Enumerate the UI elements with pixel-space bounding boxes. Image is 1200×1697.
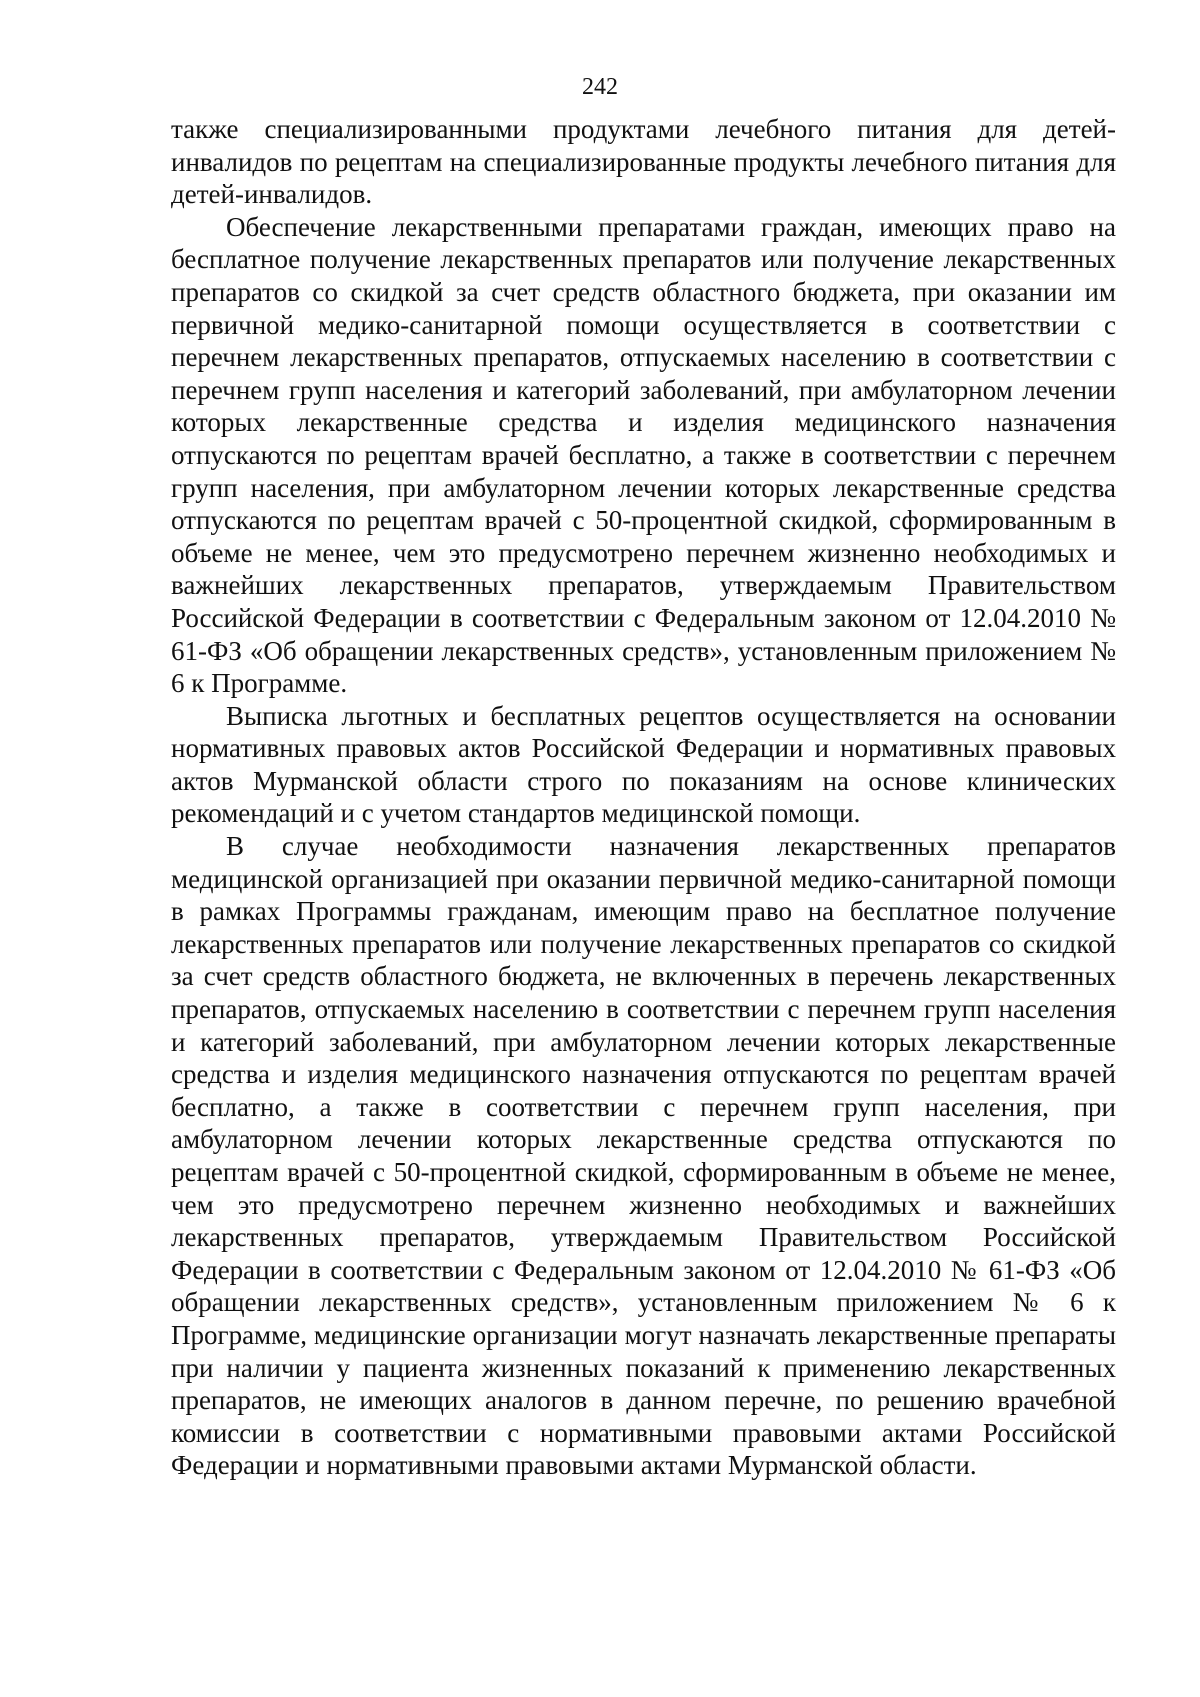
page-number: 242 — [582, 74, 618, 100]
paragraph-medical-commission: В случае необходимости назначения лекарственных препаратов медицинской организацией при оказании первичной медико-санитарной помощи в рамках Программы гражданам, имеющим право на бесплатное получение лекарственных препаратов или получение лекарственных препаратов со скидкой за счет средств областного бюджета, не включенных в перечень лекарственных препаратов, отпускаемых населению в соответствии с перечнем групп населения и категорий заболеваний, при амбулаторном лечении которых лекарственные средства и изделия медицинского назначения отпускаются по рецептам врачей бесплатно, а также в соответствии с перечнем групп населения, при амбулаторном лечении которых лекарственные средства отпускаются по рецептам врачей с 50-процентной скидкой, сформированным в объеме не менее, чем это предусмотрено перечнем жизненно необходимых и важнейших лекарственных препаратов, утверждаемым Правительством Российской Федерации в соответствии с Федеральным законом от 12.04.2010 № 61-ФЗ «Об обращении лекарственных средств», установленным приложением № 6 к Программе, медицинские организации могут назначать лекарственные препараты при наличии у пациента жизненных показаний к применению лекарственных препаратов, не имеющих аналогов в данном перечне, по решению врачебной комиссии в соответствии с нормативными правовыми актами Российской Федерации и нормативными правовыми актами Мурманской области. — [171, 831, 1116, 1481]
document-body — [171, 113, 1116, 1482]
paragraph-medication-provision: Обеспечение лекарственными препаратами граждан, имеющих право на бесплатное получение лекарственных препаратов или получение лекарственных препаратов со скидкой за счет средств областного бюджета, при оказании им первичной медико-санитарной помощи осуществляется в соответствии с перечнем лекарственных препаратов, отпускаемых населению в соответствии с перечнем групп населения и категорий заболеваний, при амбулаторном лечении которых лекарственные средства и изделия медицинского назначения отпускаются по рецептам врачей бесплатно, а также в соответствии с перечнем групп населения, при амбулаторном лечении которых лекарственные средства отпускаются по рецептам врачей с 50-процентной скидкой, сформированным в объеме не менее, чем это предусмотрено перечнем жизненно необходимых и важнейших лекарственных препаратов, утверждаемым Правительством Российской Федерации в соответствии с Федеральным законом от 12.04.2010 № 61-ФЗ «Об обращении лекарственных средств», установленным приложением № 6 к Программе. — [171, 211, 1116, 699]
paragraph-prescription-issuance: Выписка льготных и бесплатных рецептов осуществляется на основании нормативных правовых актов Российской Федерации и нормативных правовых актов Мурманской области строго по показаниям на основе клинических рекомендаций и с учетом стандартов медицинской помощи. — [171, 700, 1116, 829]
paragraph-continuation: также специализированными продуктами лечебного питания для детей-инвалидов по рецептам на специализированные продукты лечебного питания для детей-инвалидов. — [171, 114, 1116, 210]
